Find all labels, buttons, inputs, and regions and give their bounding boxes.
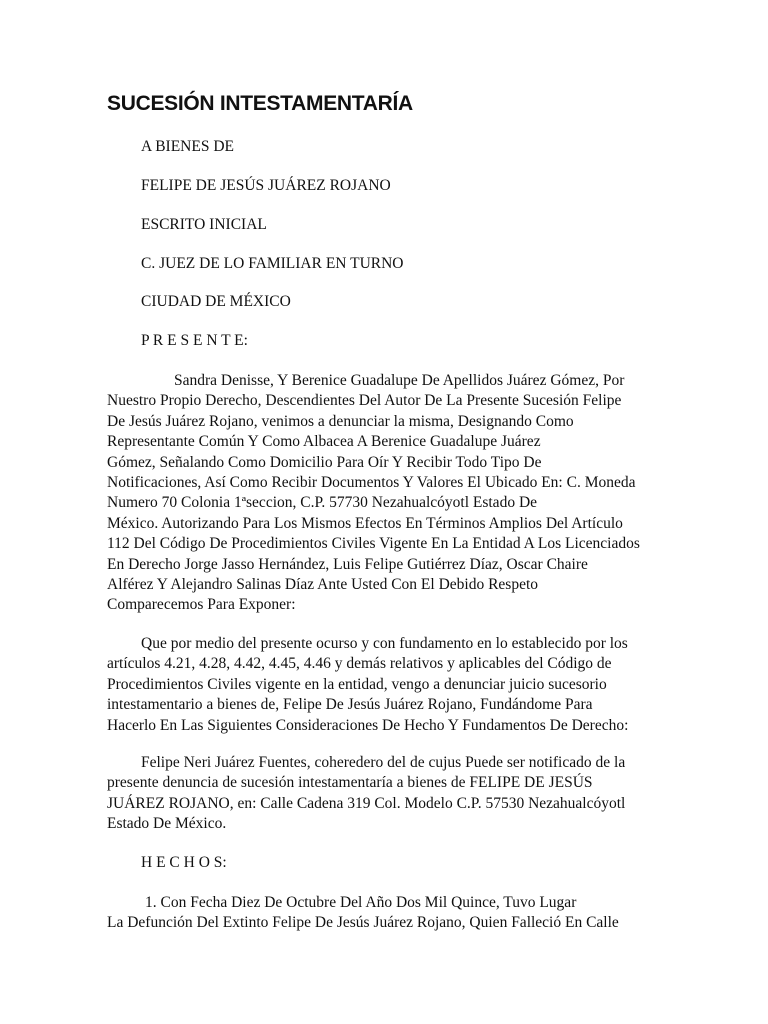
paragraph-line: México. Autorizando Para Los Mismos Efectos En Términos Amplios Del Artículo bbox=[107, 514, 623, 532]
paragraph-line: presente denuncia de sucesión intestamentaría a bienes de FELIPE DE JESÚS bbox=[107, 774, 593, 792]
paragraph-line: Hacerlo En Las Siguientes Consideraciones De Hecho Y Fundamentos De Derecho: bbox=[107, 716, 629, 734]
paragraph-line: 112 Del Código De Procedimientos Civiles Vigente En La Entidad A Los Licenciados bbox=[107, 535, 640, 553]
paragraph-line: Que por medio del presente ocurso y con fundamento en lo establecido por los bbox=[141, 635, 628, 652]
hechos-heading: H E C H O S: bbox=[141, 854, 227, 871]
document-title: SUCESIÓN INTESTAMENTARÍA bbox=[107, 92, 413, 115]
paragraph-line: JUÁREZ ROJANO, en: Calle Cadena 319 Col. Modelo C.P. 57530 Nezahualcóyotl bbox=[107, 794, 626, 812]
paragraph-line: artículos 4.21, 4.28, 4.42, 4.45, 4.46 y demás relativos y aplicables del Código de bbox=[107, 655, 612, 673]
header-line-escrito-inicial: ESCRITO INICIAL bbox=[141, 216, 267, 233]
header-line-a-bienes-de: A BIENES DE bbox=[141, 138, 234, 155]
paragraph-line: intestamentario a bienes de, Felipe De Jesús Juárez Rojano, Fundándome Para bbox=[107, 696, 593, 714]
paragraph-line: Procedimientos Civiles vigente en la entidad, vengo a denunciar juicio sucesorio bbox=[107, 675, 607, 693]
hecho-1 bbox=[107, 893, 667, 934]
header-line-city: CIUDAD DE MÉXICO bbox=[141, 293, 291, 310]
paragraph-legal-basis bbox=[107, 634, 667, 736]
paragraph-line: Numero 70 Colonia 1ªseccion, C.P. 57730 Nezahualcóyotl Estado De bbox=[107, 494, 538, 512]
paragraph-petitioners bbox=[107, 371, 667, 616]
paragraph-line: La Defunción Del Extinto Felipe De Jesús Juárez Rojano, Quien Falleció En Calle bbox=[107, 914, 619, 932]
paragraph-line: Nuestro Propio Derecho, Descendientes Del Autor De La Presente Sucesión Felipe bbox=[107, 392, 622, 410]
paragraph-line: Comparecemos Para Exponer: bbox=[107, 596, 296, 614]
paragraph-line: Sandra Denisse, Y Berenice Guadalupe De Apellidos Juárez Gómez, Por bbox=[174, 372, 625, 389]
header-line-addressee: C. JUEZ DE LO FAMILIAR EN TURNO bbox=[141, 255, 404, 272]
paragraph-line: En Derecho Jorge Jasso Hernández, Luis Felipe Gutiérrez Díaz, Oscar Chaire bbox=[107, 555, 588, 573]
paragraph-line: Felipe Neri Juárez Fuentes, coheredero del de cujus Puede ser notificado de la bbox=[141, 754, 626, 771]
header-line-presente: P R E S E N T E: bbox=[141, 332, 248, 349]
paragraph-line: Alférez Y Alejandro Salinas Díaz Ante Usted Con El Debido Respeto bbox=[107, 576, 539, 594]
paragraph-line: Representante Común Y Como Albacea A Berenice Guadalupe Juárez bbox=[107, 433, 541, 451]
paragraph-line: Estado De México. bbox=[107, 815, 227, 833]
paragraph-line: Gómez, Señalando Como Domicilio Para Oír Y Recibir Todo Tipo De bbox=[107, 453, 542, 471]
paragraph-line: Notificaciones, Así Como Recibir Documentos Y Valores El Ubicado En: C. Moneda bbox=[107, 474, 636, 492]
header-line-decedent-name: FELIPE DE JESÚS JUÁREZ ROJANO bbox=[141, 177, 391, 194]
paragraph-coheir bbox=[107, 753, 667, 835]
paragraph-line: De Jesús Juárez Rojano, venimos a denunciar la misma, Designando Como bbox=[107, 412, 574, 430]
paragraph-line: 1. Con Fecha Diez De Octubre Del Año Dos Mil Quince, Tuvo Lugar bbox=[145, 894, 577, 911]
